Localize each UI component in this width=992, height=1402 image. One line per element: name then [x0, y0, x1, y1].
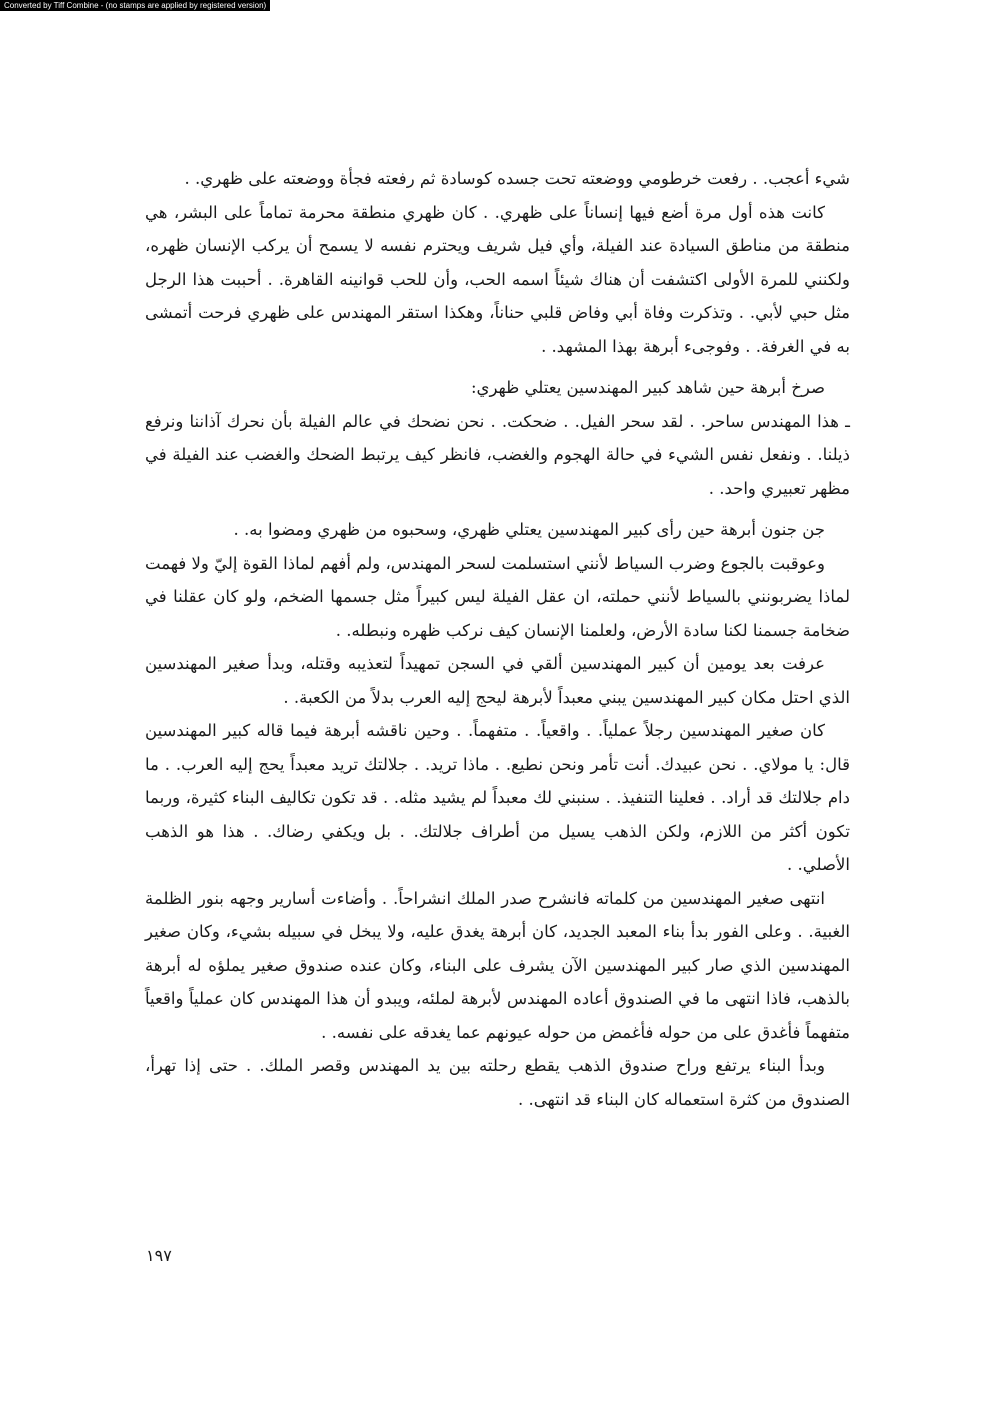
page-body	[145, 162, 850, 1116]
paragraph: ـ هذا المهندس ساحر. . لقد سحر الفيل. . ضحكت. . نحن نضحك في عالم الفيلة بأن نحرك آذاننا ونرفع ذيلنا. . ونفعل نفس الشيء في حالة الهجوم والغضب، فانظر كيف يرتبط الضحك والغضب عند الفيلة في مظهر تعبيري واحد. .	[145, 411, 850, 498]
paragraph: صرخ أبرهة حين شاهد كبير المهندسين يعتلي ظهري:	[470, 378, 825, 397]
paragraph: جن جنون أبرهة حين رأى كبير المهندسين يعتلي ظهري، وسحبوه من ظهري ومضوا به. .	[233, 520, 825, 539]
paragraph: انتهى صغير المهندسين من كلماته فانشرح صدر الملك انشراحاً. . وأضاءت أسارير وجهه بنور الظلمة الغبية. . وعلى الفور بدأ بناء المعبد الجديد، كان أبرهة يغدق عليه، ولا يبخل في سبيله بشيء، وكان صغير المهندسين الذي صار كبير المهندسين الآن يشرف على البناء، وكان عنده صندوق صغير يملؤه له أبرهة بالذهب، فاذا انتهى ما في الصندوق أعاده المهندس لأبرهة لملئه، ويبدو أن هذا المهندس كان عملياً واقعياً متفهماً فأغدق على من حوله فأغمض من حوله عيونهم عما يغدقه على نفسه. .	[145, 888, 850, 1042]
paragraph: كانت هذه أول مرة أضع فيها إنساناً على ظهري. . كان ظهري منطقة محرمة تماماً على البشر، هي منطقة من مناطق السيادة عند الفيلة، وأي فيل شريف ويحترم نفسه لا يسمح أن يركب الإنسان ظهره، ولكنني للمرة الأولى اكتشفت أن هناك شيئاً اسمه الحب، وأن للحب قوانينه القاهرة. . أحببت هذا الرجل مثل حبي لأبي. . وتذكرت وفاة أبي وفاض قلبي حناناً، وهكذا استقر المهندس على ظهري فرحت أتمشى به في الغرفة. . وفوجىء أبرهة بهذا المشهد. .	[145, 202, 850, 356]
converter-watermark: Converted by Tiff Combine - (no stamps are applied by registered version)	[0, 0, 270, 11]
paragraph: كان صغير المهندسين رجلاً عملياً. . واقعياً. . متفهماً. . وحين ناقشه أبرهة فيما قاله كبير المهندسين قال: يا مولاي. . نحن عبيدك. أنت تأمر ونحن نطيع. . ماذا تريد. . جلالتك تريد معبداً يحج إليه العرب. . ما دام جلالتك قد أراد. . فعلينا التنفيذ. . سنبني لك معبداً لم يشيد مثله. . قد تكون تكاليف البناء كثيرة، وربما تكون أكثر من اللازم، ولكن الذهب يسيل من أطراف جلالتك. . بل ويكفي رضاك. . هذا هو الذهب الأصلي. .	[145, 721, 850, 874]
page-number: ١٩٧	[146, 1246, 172, 1265]
paragraph: عرفت بعد يومين أن كبير المهندسين ألقي في السجن تمهيداً لتعذيبه وقتله، وبدأ صغير المهندسين الذي احتل مكان كبير المهندسين يبني معبداً لأبرهة ليحج إليه العرب بدلاً من الكعبة. .	[145, 654, 850, 707]
paragraph: وعوقبت بالجوع وضرب السياط لأنني استسلمت لسحر المهندس، ولم أفهم لماذا القوة إليّ ولا فهمت لماذا يضربونني بالسياط لأنني حملته، ان عقل الفيلة ليس كبيراً مثل جسمها الضخم، ولو كان عقلنا في ضخامة جسمنا لكنا سادة الأرض، ولعلمنا الإنسان كيف نركب ظهره ونبطله. .	[145, 553, 850, 640]
paragraph: شيء أعجب. . رفعت خرطومي ووضعته تحت جسده كوسادة ثم رفعته فجأة ووضعته على ظهري. .	[184, 169, 850, 188]
paragraph: وبدأ البناء يرتفع وراح صندوق الذهب يقطع رحلته بين يد المهندس وقصر الملك. . حتى إذا تهرأ، الصندوق من كثرة استعماله كان البناء قد انتهى. .	[145, 1056, 850, 1109]
